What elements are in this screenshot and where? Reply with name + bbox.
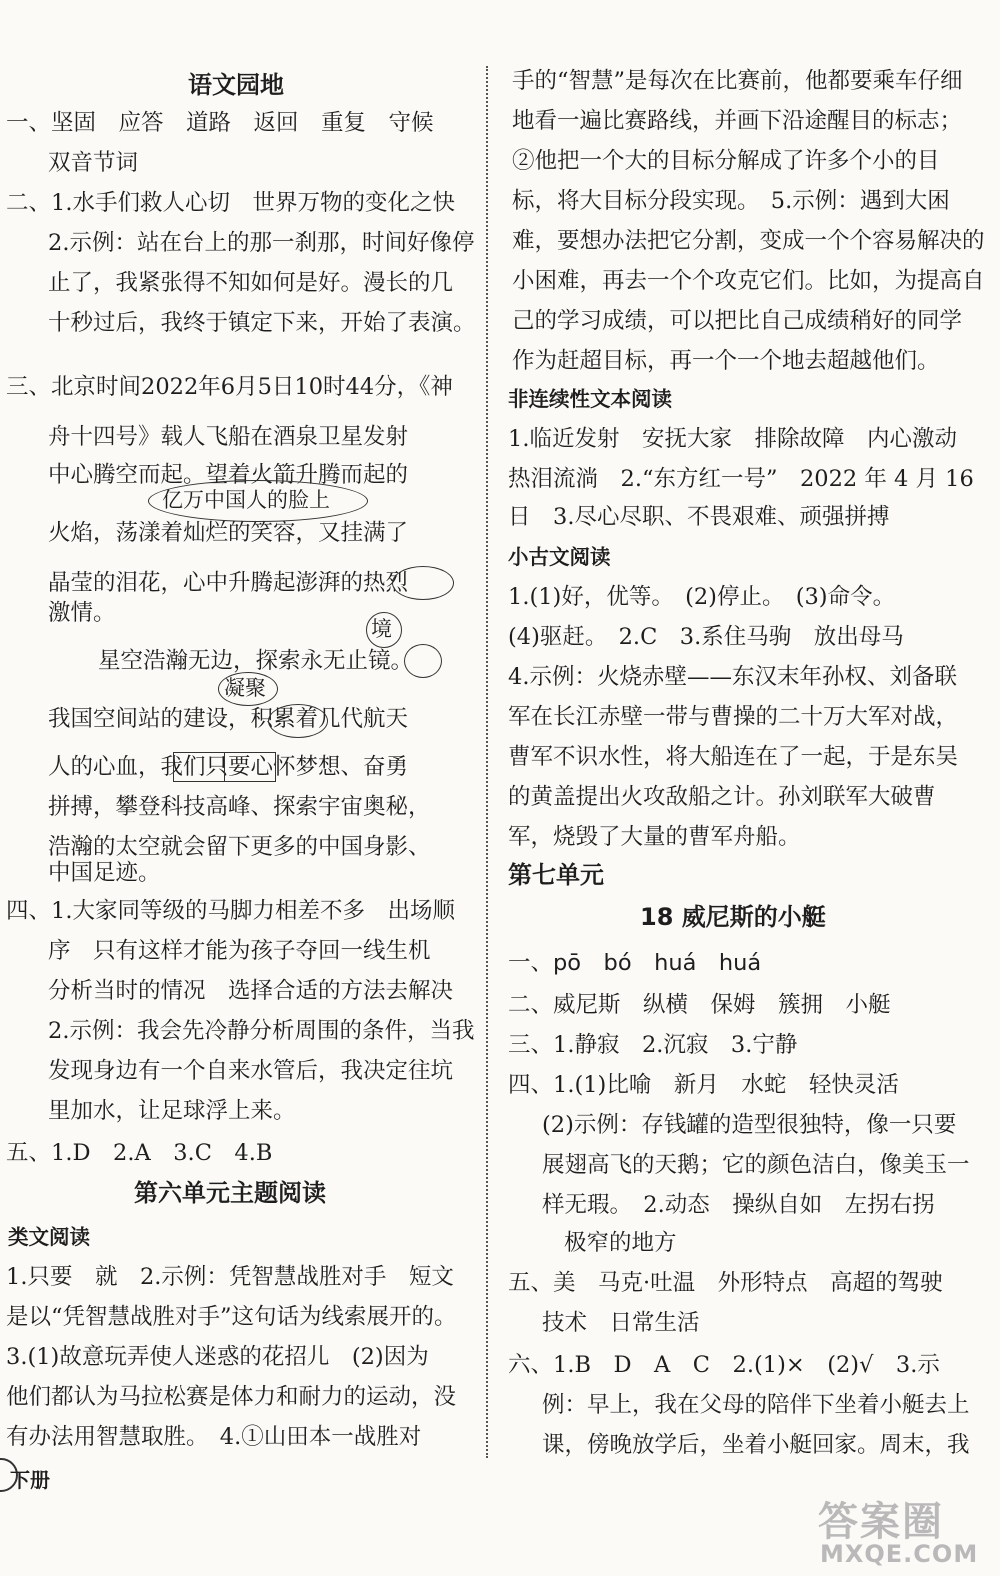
right-text-line: 1.临近发射 安抚大家 排除故障 内心激动 (508, 426, 957, 452)
right-text-line: 曹军不识水性，将大船连在了一起，于是东吴 (508, 744, 959, 770)
watermark-line1: 答案圈 (818, 1499, 944, 1545)
left-text-line: 拼搏，攀登科技高峰、探索宇宙奥秘， (48, 794, 431, 820)
left-text-line: 舟十四号》载人飞船在酒泉卫星发射 (48, 424, 409, 450)
right-text-line: 日 3.尽心尽职、不畏艰难、顽强拼搏 (508, 504, 890, 530)
right-text-line: 技术 日常生活 (542, 1310, 700, 1336)
left-text-line: 浩瀚的太空就会留下更多的中国身影、 (48, 834, 431, 860)
left-text-line: 类文阅读 (8, 1225, 90, 1249)
right-text-line: 五、美 马克·吐温 外形特点 高超的驾驶 (508, 1270, 943, 1296)
left-text-line: 五、1.D 2.A 3.C 4.B (6, 1140, 273, 1166)
circle-jing (404, 644, 442, 678)
left-text-line: 是以“凭智慧战胜对手”这句话为线索展开的。 (6, 1304, 457, 1330)
right-text-line: 三、1.静寂 2.沉寂 3.宁静 (508, 1032, 798, 1058)
left-text-line: 激情。 (48, 600, 116, 626)
left-text-line: 3.(1)故意玩弄使人迷惑的花招儿 (2)因为 (6, 1344, 429, 1370)
left-text-line: 双音节词 (48, 150, 139, 176)
left-text-line: 星空浩瀚无边，探索永无止镜。 (98, 648, 414, 674)
right-text-line: 样无瑕。 2.动态 操纵自如 左拐右拐 (542, 1192, 935, 1218)
circle-jilei (268, 704, 328, 738)
left-text-line: 2.示例：我会先冷静分析周围的条件，当我 (48, 1018, 475, 1044)
left-text-line: 1.只要 就 2.示例：凭智慧战胜对手 短文 (6, 1264, 454, 1290)
right-text-line: 第七单元 (508, 861, 604, 889)
left-text-line: 止了，我紧张得不知如何是好。漫长的几 (48, 270, 454, 296)
right-text-line: 热泪流淌 2.“东方红一号” 2022 年 4 月 16 (508, 466, 974, 492)
right-text-line: 一、pō bó huá huá (508, 950, 762, 976)
right-text-line: 手的“智慧”是每次在比赛前，他都要乘车仔细 (512, 68, 963, 94)
left-text-line: 有办法用智慧取胜。 4.①山田本一战胜对 (6, 1424, 422, 1450)
right-text-line: 军在长江赤壁一带与曹操的二十万大军对战， (508, 704, 959, 730)
left-text-line: 四、1.大家同等级的马脚力相差不多 出场顺 (6, 898, 455, 924)
right-text-line: 己的学习成绩，可以把比自己成绩稍好的同学 (512, 308, 963, 334)
left-text-line: 第六单元主题阅读 (134, 1179, 326, 1207)
right-text-line: 极窄的地方 (564, 1230, 677, 1256)
watermark-line2: MXQE.COM (820, 1540, 979, 1568)
right-text-line: ②他把一个大的目标分解成了许多个小的目 (512, 148, 940, 174)
right-text-line: (2)示例：存钱罐的造型很独特，像一只要 (542, 1112, 957, 1138)
correction-text-1: 亿万中国人的脸上 (162, 488, 330, 512)
correction-text-3: 凝聚 (224, 676, 266, 700)
right-text-line: 作为赶超目标，再一个一个地去超越他们。 (512, 348, 940, 374)
right-text-line: 四、1.(1)比喻 新月 水蛇 轻快灵活 (508, 1072, 899, 1098)
right-text-line: (4)驱赶。 2.C 3.系住马驹 放出母马 (508, 624, 904, 650)
right-text-line: 例：早上，我在父母的陪伴下坐着小艇去上 (542, 1392, 970, 1418)
footer-label: 下册 (10, 1468, 50, 1492)
right-text-line: 的黄盖提出火攻敌船之计。孙刘联军大破曹 (508, 784, 936, 810)
left-text-line: 他们都认为马拉松赛是体力和耐力的运动，没 (6, 1384, 457, 1410)
correction-text-2: 境 (371, 617, 392, 641)
column-divider (486, 66, 488, 1458)
right-text-line: 非连续性文本阅读 (508, 387, 672, 411)
right-text-line: 1.(1)好，优等。 (2)停止。 (3)命令。 (508, 584, 896, 610)
right-text-line: 小古文阅读 (508, 545, 611, 569)
right-text-line: 4.示例：火烧赤壁——东汉末年孙权、刘备联 (508, 664, 957, 690)
right-text-line: 地看一遍比赛路线，并画下沿途醒目的标志； (512, 108, 963, 134)
left-text-line: 分析当时的情况 选择合适的方法去解决 (48, 978, 454, 1004)
left-text-line: 我国空间站的建设，积累着几代航天 (48, 706, 409, 732)
left-text-line: 一、坚固 应答 道路 返回 重复 守候 (6, 110, 434, 136)
right-text-line: 展翅高飞的天鹅；它的颜色洁白，像美玉一 (542, 1152, 970, 1178)
left-text-line: 中心腾空而起。望着火箭升腾而起的 (48, 462, 409, 488)
right-text-line: 标，将大目标分段实现。 5.示例：遇到大困 (512, 188, 950, 214)
right-text-line: 二、威尼斯 纵横 保姆 簇拥 小艇 (508, 992, 891, 1018)
left-text-line: 三、北京时间2022年6月5日10时44分，《神 (6, 374, 453, 400)
right-text-line: 小困难，再去一个个攻克它们。比如，为提高自 (512, 268, 985, 294)
box-zhiyao (224, 752, 276, 782)
box-women (173, 752, 225, 782)
left-text-line: 序 只有这样才能为孩子夺回一线生机 (48, 938, 431, 964)
left-text-line: 人的心血，我们只要心怀梦想、奋勇 (48, 754, 409, 780)
right-text-line: 难，要想办法把它分割，变成一个个容易解决的 (512, 228, 985, 254)
left-text-line: 语文园地 (188, 71, 284, 99)
right-text-line: 军，烧毁了大量的曹军舟船。 (508, 824, 801, 850)
left-text-line: 中国足迹。 (48, 860, 161, 886)
left-text-line: 发现身边有一个自来水管后，我决定往坑 (48, 1058, 454, 1084)
right-text-line: 六、1.B D A C 2.(1)× (2)√ 3.示 (508, 1352, 940, 1378)
left-text-line: 火焰，荡漾着灿烂的笑容，又挂满了 (48, 520, 409, 546)
right-text-line: 课，傍晚放学后，坐着小艇回家。周末，我 (542, 1432, 970, 1458)
left-text-line: 十秒过后，我终于镇定下来，开始了表演。 (48, 310, 476, 336)
circle-relie (392, 566, 454, 600)
right-text-line: 18 威尼斯的小艇 (640, 903, 826, 931)
left-text-line: 里加水，让足球浮上来。 (48, 1098, 296, 1124)
left-text-line: 晶莹的泪花，心中升腾起澎湃的热烈 (48, 570, 409, 596)
left-text-line: 2.示例：站在台上的那一刹那，时间好像停 (48, 230, 475, 256)
watermark-logo (812, 1490, 992, 1570)
left-text-line: 二、1.水手们救人心切 世界万物的变化之快 (6, 190, 455, 216)
